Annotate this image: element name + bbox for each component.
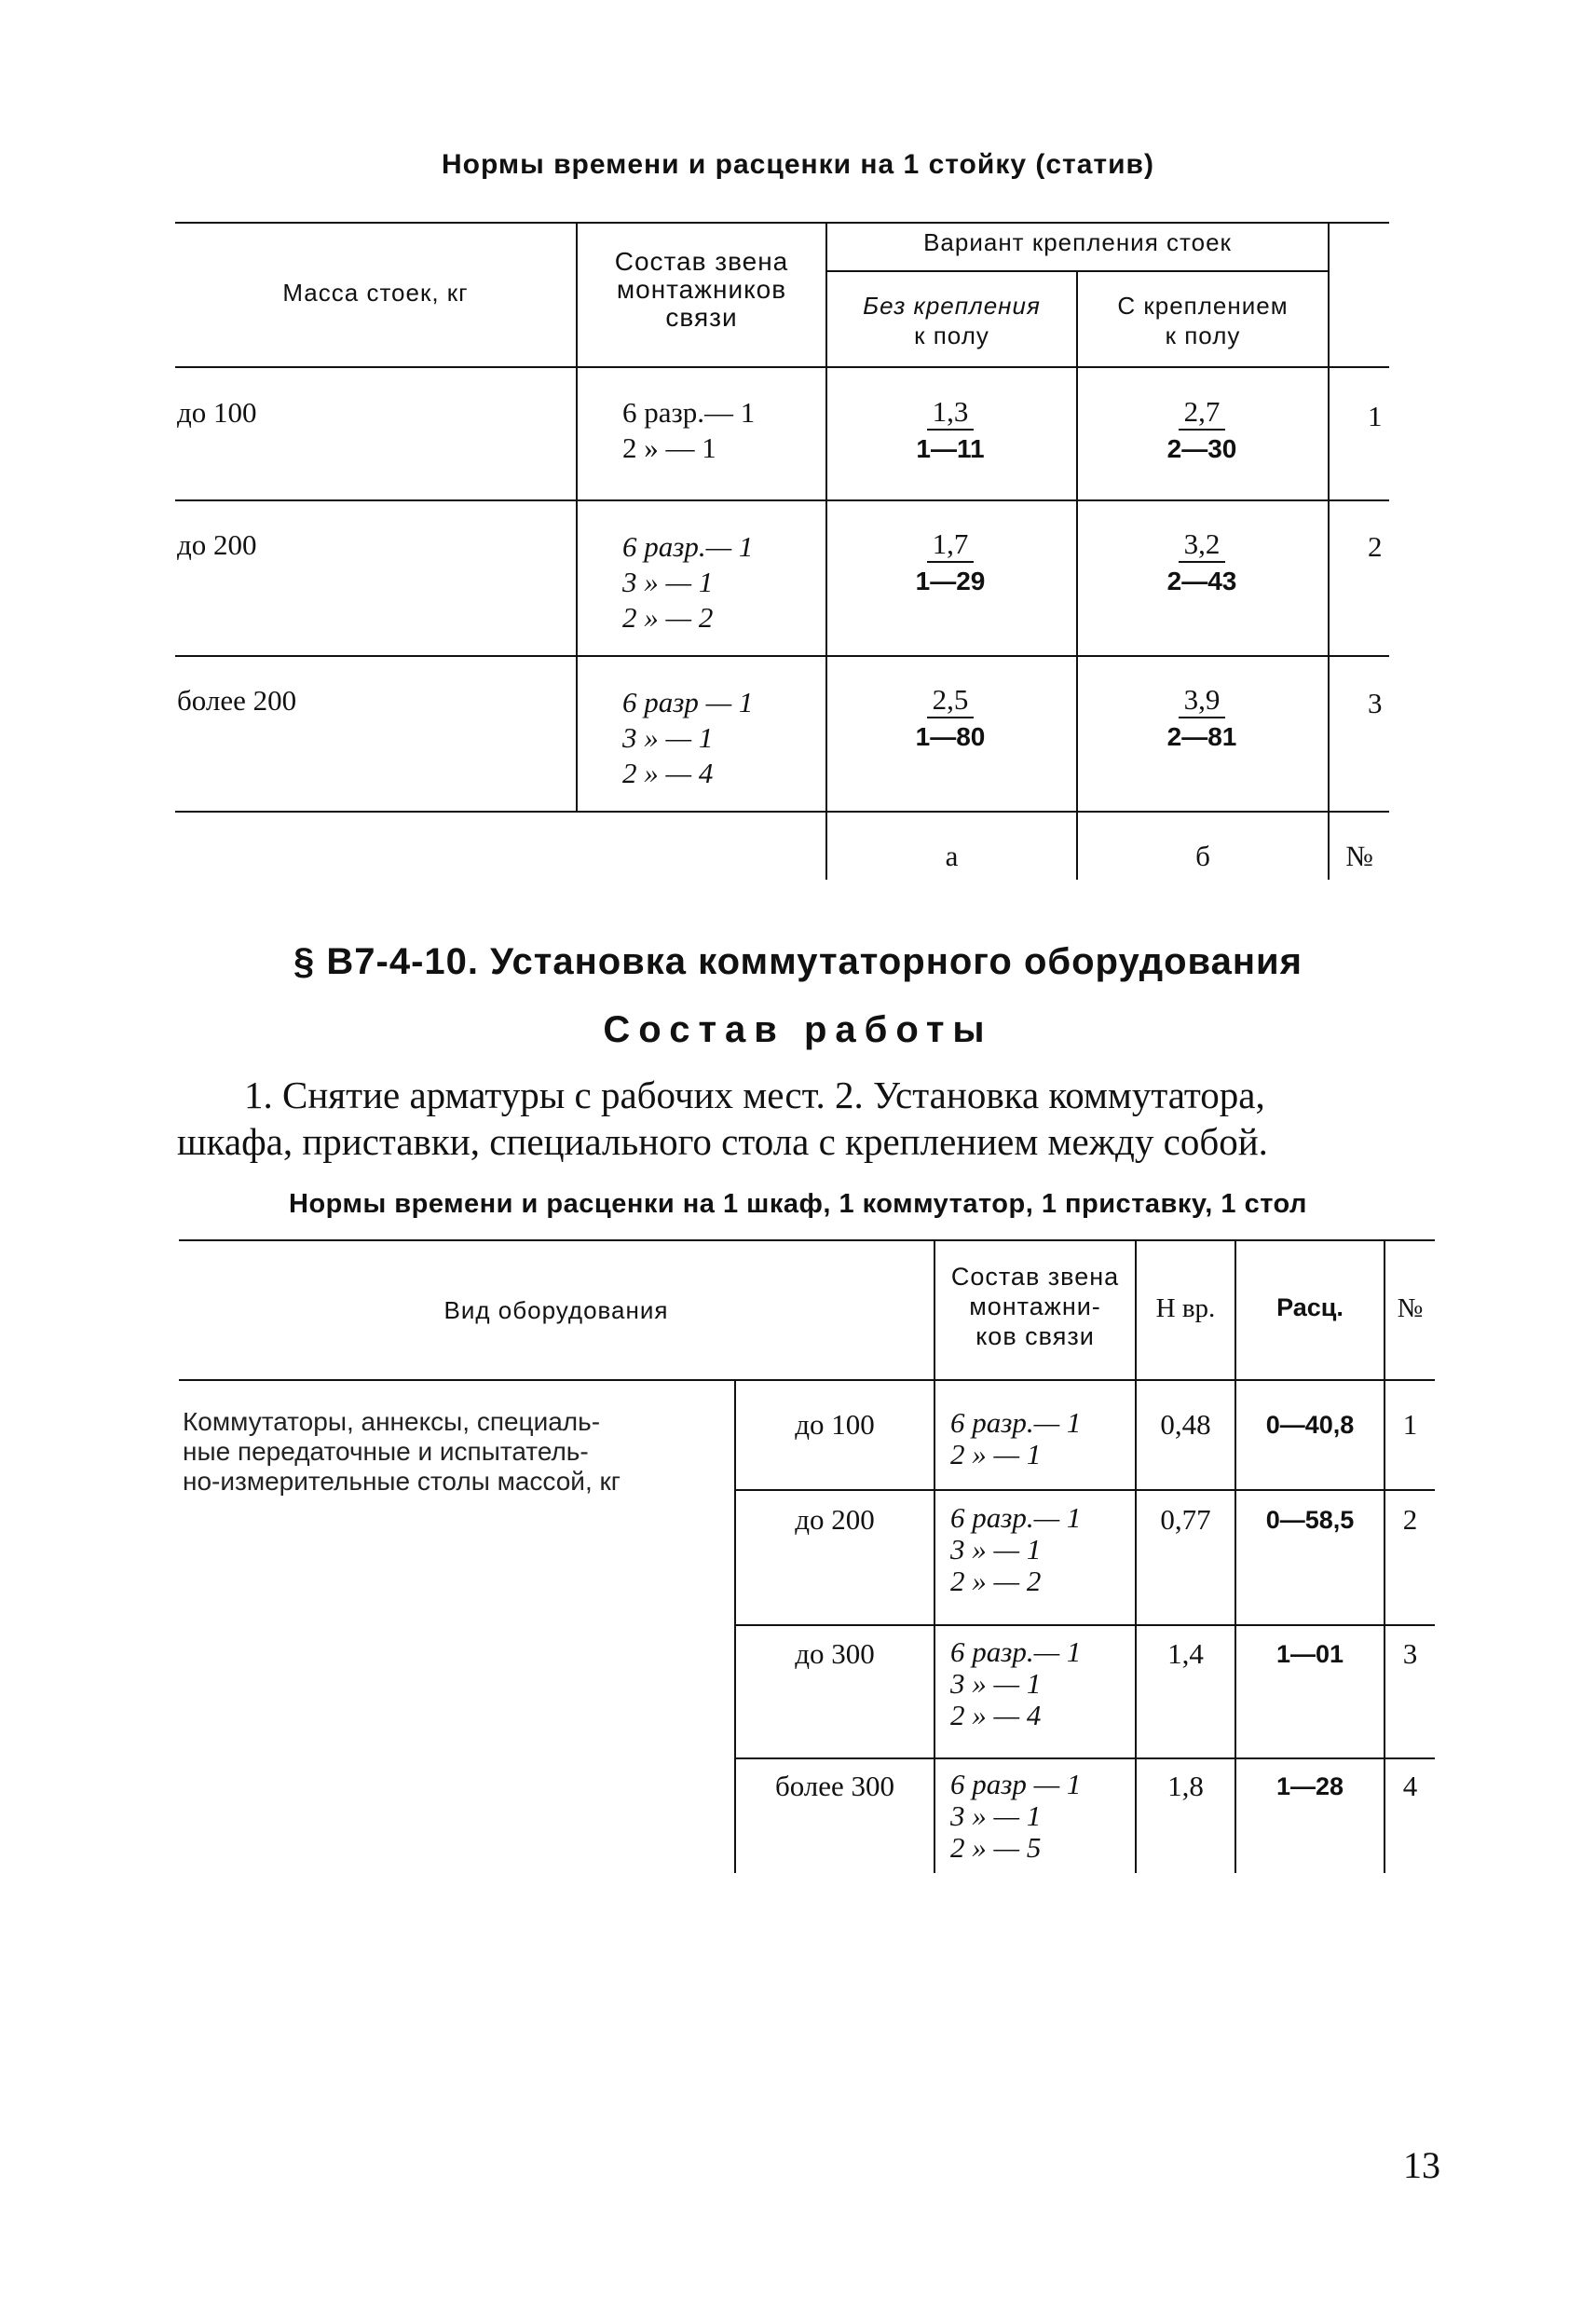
section-title: § В7-4-10. Установка коммутаторного оборудования bbox=[293, 941, 1303, 982]
table1-header-without: Без крепления к полу bbox=[863, 292, 1041, 349]
equipment-kind-text: Коммутаторы, аннексы, специаль- ные передаточные и испытатель- но-измерительные столы массой, кг bbox=[183, 1407, 621, 1496]
page-number: 13 bbox=[1403, 2144, 1440, 2186]
column-label-no: № bbox=[1345, 840, 1373, 872]
table2-header-crew: Состав звена монтажни- ков связи bbox=[950, 1263, 1120, 1350]
table1-header-variant: Вариант крепления стоек bbox=[923, 228, 1232, 256]
nvr-cell: 1,8 bbox=[1167, 1770, 1204, 1802]
crew-cell: 6 разр.— 1 3 » — 1 2 » — 2 bbox=[950, 1501, 1082, 1597]
mass-cell: до 200 bbox=[177, 528, 257, 561]
crew-cell: 6 разр — 1 3 » — 1 2 » — 5 bbox=[950, 1768, 1082, 1864]
mass-cell: до 100 bbox=[177, 396, 257, 429]
mass-cell: до 300 bbox=[795, 1637, 875, 1670]
section-subtitle: Состав работы bbox=[603, 1009, 993, 1050]
column-label-a: а bbox=[945, 840, 959, 872]
row-number: 1 bbox=[1368, 400, 1383, 432]
table1-caption: Нормы времени и расценки на 1 стойку (статив) bbox=[442, 149, 1154, 180]
table2-header-kind: Вид оборудования bbox=[443, 1296, 669, 1324]
norm-without-fraction: $\frac{1,7}{1—29}$ bbox=[915, 527, 986, 595]
norm-with-fraction: $\frac{3,9}{2—81}$ bbox=[1166, 683, 1237, 751]
nvr-cell: 1,4 bbox=[1167, 1637, 1204, 1670]
rasc-cell: 0—58,5 bbox=[1265, 1506, 1355, 1534]
row-number: 2 bbox=[1402, 1503, 1418, 1536]
nvr-cell: 0,48 bbox=[1160, 1408, 1211, 1441]
rasc-cell: 1—28 bbox=[1275, 1772, 1344, 1800]
row-number: 4 bbox=[1402, 1770, 1418, 1802]
mass-cell: более 300 bbox=[774, 1770, 895, 1802]
table1-header-with: С креплением к полу bbox=[1117, 292, 1289, 349]
norm-without-fraction: $\frac{2,5}{1—80}$ bbox=[915, 683, 986, 751]
mass-cell: до 100 bbox=[795, 1408, 875, 1441]
table2-header-nvr: Н вр. bbox=[1155, 1293, 1216, 1323]
row-number: 1 bbox=[1402, 1408, 1418, 1441]
table2-header-rasc: Расц. bbox=[1276, 1293, 1344, 1321]
table2-caption: Нормы времени и расценки на 1 шкаф, 1 коммутатор, 1 приставку, 1 стол bbox=[289, 1189, 1307, 1219]
norm-with-fraction: $\frac{2,7}{2—30}$ bbox=[1166, 395, 1237, 463]
crew-cell: 6 разр — 1 3 » — 1 2 » — 4 bbox=[622, 686, 754, 789]
mass-cell: более 200 bbox=[177, 684, 297, 717]
rasc-cell: 1—01 bbox=[1275, 1640, 1344, 1668]
crew-cell: 6 разр.— 1 3 » — 1 2 » — 4 bbox=[950, 1635, 1082, 1731]
column-label-b: б bbox=[1195, 840, 1210, 872]
row-number: 2 bbox=[1368, 530, 1383, 563]
mass-cell: до 200 bbox=[795, 1503, 875, 1536]
table2-header-no: № bbox=[1397, 1293, 1424, 1323]
crew-cell: 6 разр.— 1 2 » — 1 bbox=[950, 1406, 1082, 1470]
table1-header-mass: Масса стоек, кг bbox=[282, 279, 469, 307]
norm-with-fraction: $\frac{3,2}{2—43}$ bbox=[1166, 527, 1237, 595]
row-number: 3 bbox=[1368, 687, 1383, 719]
nvr-cell: 0,77 bbox=[1160, 1503, 1211, 1536]
work-description: 1. Снятие арматуры с рабочих мест. 2. Установка коммутатора, шкафа, приставки, специального стола с креплением между собой. bbox=[177, 1073, 1268, 1163]
norm-without-fraction: $\frac{1,3}{1—11}$ bbox=[916, 395, 985, 463]
row-number: 3 bbox=[1402, 1637, 1418, 1670]
crew-cell: 6 разр.— 1 3 » — 1 2 » — 2 bbox=[622, 530, 754, 634]
crew-cell: 6 разр.— 1 2 » — 1 bbox=[622, 396, 756, 464]
rasc-cell: 0—40,8 bbox=[1265, 1411, 1355, 1439]
table1-header-crew: Состав звена монтажников связи bbox=[614, 247, 789, 332]
